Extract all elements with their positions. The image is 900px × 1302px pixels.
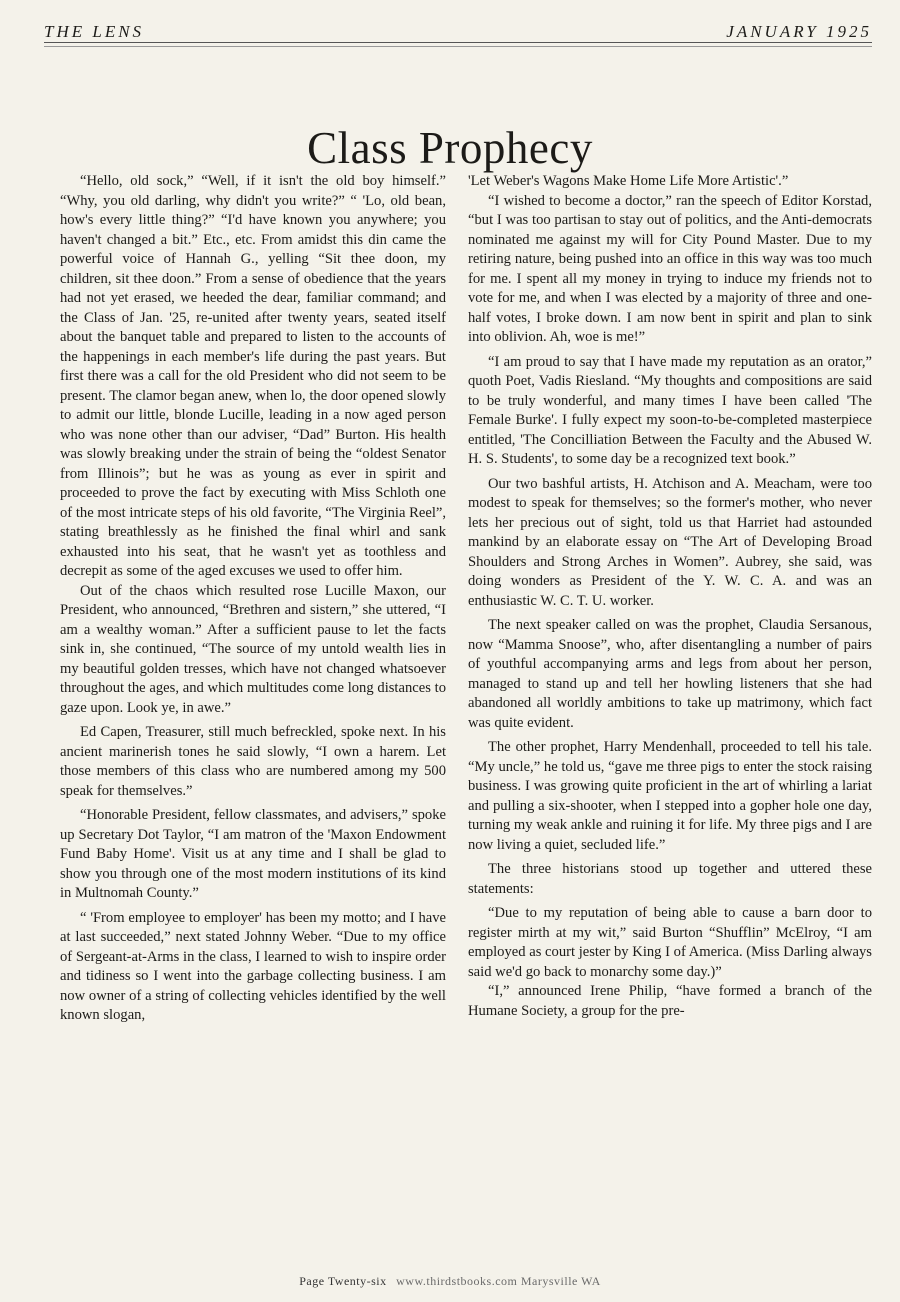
page-footer — [0, 1274, 900, 1289]
page-number: Page Twenty-six — [299, 1274, 387, 1288]
paragraph: “I,” announced Irene Philip, “have formed a branch of the Humane Society, a group for the pre- — [468, 983, 872, 1019]
header-publication: THE LENS — [44, 22, 145, 41]
paragraph: “Honorable President, fellow classmates, and advisers,” spoke up Secretary Dot Taylor, “I am matron of the 'Maxon Endowment Fund Baby Home'. Visit us at any time and I shall be glad to show you through one of the most modern institutions of its kind in Multnomah County.” — [60, 807, 446, 901]
paragraph: Our two bashful artists, H. Atchison and A. Meacham, were too modest to speak for themselves; so the former's mother, who never lets her precious out of sight, told us that Harriet had astounded mankind by an elaborate essay on “The Art of Developing Broad Shoulders and Strong Arches in Women”. Aubrey, she said, was doing wonders as President of the Y. W. C. A. and was an enthusiastic W. C. T. U. worker. — [468, 475, 872, 609]
header-rule — [44, 42, 872, 47]
paragraph: “Due to my reputation of being able to cause a barn door to register mirth at my wit,” said Burton “Shufflin” McElroy, “I am employed as court jester by King I of America. (Miss Darling always said we'd go back to monarchy some day.)” — [468, 905, 872, 980]
paragraph: “I am proud to say that I have made my reputation as an orator,” quoth Poet, Vadis Riesland. “My thoughts and compositions are said to be truly wonderful, and many times I have been called 'The Female Burke'. I fully expect my soon-to-be-completed masterpiece entitled, 'The Concilliation Between the Faculty and the Abused W. H. S. Students', to some day be a recognized text book.” — [468, 353, 872, 467]
paragraph: “I wished to become a doctor,” ran the speech of Editor Korstad, “but I was too partisan to stay out of politics, and the Anti-democrats nominated me against my will for City Pound Master. Due to my retiring nature, being pushed into an office in this way was too much for me. I spent all my money in trying to induce my friends not to vote for me, and when I was elected by a majority of three and one-half votes, I broke down. I am now bent in spirit and plan to sink into oblivion. Ah, woe is me!” — [468, 192, 872, 345]
paragraph: The next speaker called on was the prophet, Claudia Sersanous, now “Mamma Snoose”, who, after disentangling a number of pairs of youthful accompanying arms and legs from about her person, managed to stand up and tell her howling listeners that she had abandoned all worldly ambitions to take up matrimony, which fact was quite evident. — [468, 617, 872, 731]
paragraph: “ 'From employee to employer' has been my motto; and I have at last succeeded,” next stated Johnny Weber. “Due to my office of Sergeant-at-Arms in the class, I learned to wish to inspire order and tidiness so I went into the garbage collecting business. I am now owner of a string of collecting vehicles identified by the well known slogan, — [60, 909, 446, 1023]
paragraph: Out of the chaos which resulted rose Lucille Maxon, our President, who announced, “Brethren and sistern,” she uttered, “I am a wealthy woman.” After a sufficient pause to let the facts sink in, she continued, “The source of my untold wealth lies in my beautiful golden tresses, which have not changed whatsoever throughout the ages, and which multitudes come long distances to gaze upon. Look ye, in awe.” — [60, 582, 446, 716]
left-column — [60, 172, 446, 1026]
paragraph: 'Let Weber's Wagons Make Home Life More Artistic'.” — [468, 173, 789, 189]
watermark: www.thirdstbooks.com Marysville WA — [396, 1274, 601, 1288]
page-title: Class Prophecy — [307, 123, 593, 174]
running-header — [44, 18, 872, 42]
paragraph: The three historians stood up together and uttered these statements: — [468, 861, 872, 897]
header-date: JANUARY 1925 — [726, 22, 872, 41]
paragraph: The other prophet, Harry Mendenhall, proceeded to tell his tale. “My uncle,” he told us, “gave me three pigs to enter the stock raising business. I was growing quite proficient in the art of whirling a lariat and pulling a six-shooter, when I stepped into a gopher hole one day, turning my weak ankle and ruining it for life. My three pigs and I are now living a quiet, secluded life.” — [468, 739, 872, 853]
right-column — [468, 172, 872, 1021]
paragraph: Ed Capen, Treasurer, still much befreckled, spoke next. In his ancient marinerish tones he said slowly, “I own a harem. Let those members of this class who are numbered among my 500 speak for themselves.” — [60, 724, 446, 799]
paragraph: “Hello, old sock,” “Well, if it isn't the old boy himself.” “Why, you old darling, why didn't you write?” “ 'Lo, old bean, how's every little thing?” “I'd have known you anywhere; you haven't changed a bit.” Etc., etc. From amidst this din came the powerful voice of Hannah G., yelling “Sit thee doon, my children, sit thee doon.” From a sense of obedience that the years had not yet erased, we heeded the dear, familiar command; and the Class of Jan. '25, re-united after twenty years, seated itself about the banquet table and prepared to listen to the accounts of the happenings in each member's life during the past years. But first there was a call for the old President who did not seem to be present. The clamor began anew, when lo, the door opened slowly to admit our little, blonde Lucille, leading in a now aged person who was none other than our adviser, “Dad” Burton. His health was slowly breaking under the strain of being the “oldest Senator from Illinois”; but he was as young as ever in spirit and proceeded to prove the fact by executing with Miss Schloth one of the most intricate steps of his old favorite, “The Virginia Reel”, stating breathlessly as he finished the final whirl and sank exhausted into his seat, that he wasn't yet as toothless and decrepit as some of the aged excuses we used to offer him. — [60, 173, 446, 579]
